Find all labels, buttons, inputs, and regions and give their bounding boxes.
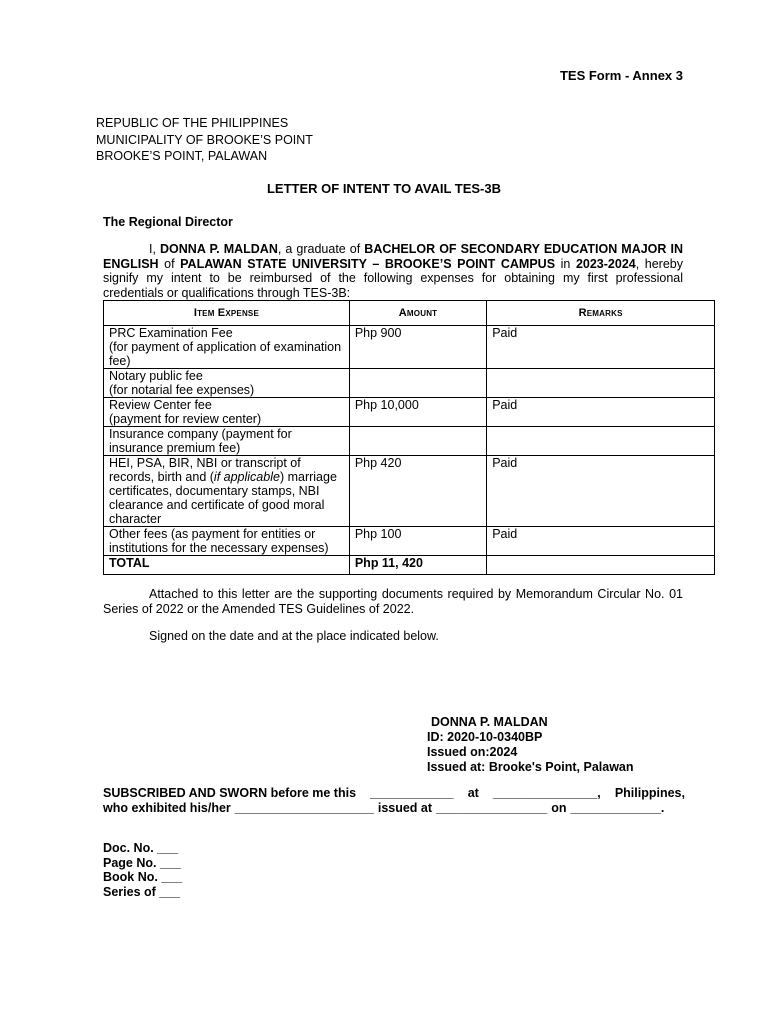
signatory-name: DONNA P. MALDAN [431,715,548,729]
intro-paragraph [103,242,683,300]
total-label: TOTAL [104,556,350,575]
amount-cell [349,427,486,456]
annex-label: TES Form - Annex 3 [559,68,683,83]
signed-paragraph: Signed on the date and at the place indicated below. [149,629,439,643]
school: PALAWAN STATE UNIVERSITY – BROOKE’S POINT CAMPUS [180,256,556,271]
book-no: Book No. ___ [103,870,183,884]
amount-cell: Php 420 [349,456,486,527]
expense-table [103,300,715,575]
item-name-continued: ) marriage certificates, documentary stamps, NBI clearance and certificate of good moral character [109,470,337,526]
table-row [104,326,715,369]
item-italic-note: if applicable [213,470,280,484]
item-cell [104,398,350,427]
item-cell [104,456,350,527]
amount-cell: Php 100 [349,527,486,556]
intro-text: , hereby signify my intent to be reimbursed of the following expenses for obtaining my first professional credentials or qualifications through TES-3B: [103,256,684,300]
item-name: HEI, PSA, BIR, NBI or transcript of records, birth and ( [109,456,301,484]
signatory-issued-on: Issued on:2024 [427,745,518,759]
item-cell [104,527,350,556]
table-row [104,427,715,456]
doc-no: Doc. No. ___ [103,841,179,855]
intro-text: in [555,256,576,271]
total-amount: Php 11, 420 [349,556,486,575]
letter-title: LETTER OF INTENT TO AVAIL TES-3B [266,181,501,196]
item-cell [104,369,350,398]
place-blank: _______________, [492,786,601,800]
jurat-text: at [467,786,479,800]
jurat-text: SUBSCRIBED AND SWORN before me this [103,786,357,800]
jurat-line-1 [103,786,685,801]
jurat [103,786,685,815]
remarks-cell: Paid [487,326,715,369]
header-amount: Amount [349,301,486,326]
addressee: The Regional Director [103,215,233,229]
letterhead-line-1: REPUBLIC OF THE PHILIPPINES [96,116,289,130]
total-row [104,556,715,575]
signatory-issued-at: Issued at: Brooke's Point, Palawan [427,760,634,774]
jurat-text: who exhibited his/her [103,800,231,815]
issued-at-blank: ________________ [436,800,548,815]
id-blank: ____________________ [234,800,374,815]
signature-block [427,715,634,775]
remarks-cell: Paid [487,527,715,556]
item-description: (payment for review center) [109,412,262,426]
series-of: Series of ___ [103,884,181,899]
remarks-cell: Paid [487,456,715,527]
date-blank: ____________ [370,786,454,800]
item-cell [104,427,350,456]
item-description: (for notarial fee expenses) [109,383,255,397]
degree: BACHELOR OF SECONDARY EDUCATION MAJOR IN ENGLISH [103,242,683,271]
item-cell [104,326,350,369]
amount-cell: Php 10,000 [349,398,486,427]
item-name: Other fees (as payment for entities or institutions for the necessary expenses) [109,527,329,555]
item-name: Insurance company (payment for insurance premium fee) [109,427,292,455]
issued-on-blank: _____________. [570,800,665,815]
signatory-id: ID: 2020-10-0340BP [427,730,543,744]
header-remarks: Remarks [487,301,715,326]
letterhead-line-3: BROOKE’S POINT, PALAWAN [96,149,268,163]
intro-text: of [158,256,181,271]
table-row [104,527,715,556]
remarks-cell [487,369,715,398]
page-no: Page No. ___ [103,855,181,870]
intro-text: , a graduate of [277,242,365,256]
jurat-text: Philippines, [614,786,685,800]
remarks-cell: Paid [487,398,715,427]
letterhead-line-2: MUNICIPALITY OF BROOKE’S POINT [96,132,313,147]
table-row [104,398,715,427]
item-name: PRC Examination Fee [109,326,233,340]
total-remarks [487,556,715,575]
jurat-text: on [551,800,567,815]
amount-cell [349,369,486,398]
graduation-year: 2023-2024 [575,256,636,271]
table-row [104,369,715,398]
table-header-row [104,301,715,326]
letterhead [96,115,313,165]
remarks-cell [487,427,715,456]
applicant-name: DONNA P. MALDAN [160,242,278,256]
jurat-line-2 [103,801,685,816]
jurat-text: issued at [377,800,433,815]
table-row [104,456,715,527]
item-description: (for payment of application of examination fee) [109,340,342,368]
notarial-register [103,841,182,899]
attached-paragraph: Attached to this letter are the supporting documents required by Memorandum Circular No. 01 Series of 2022 or the Amended TES Guidelines of 2022. [103,587,683,616]
amount-cell: Php 900 [349,326,486,369]
item-name: Review Center fee [109,398,212,412]
intro-text: I, [149,242,161,256]
item-name: Notary public fee [109,369,203,383]
header-item-expense: Item Expense [104,301,350,326]
